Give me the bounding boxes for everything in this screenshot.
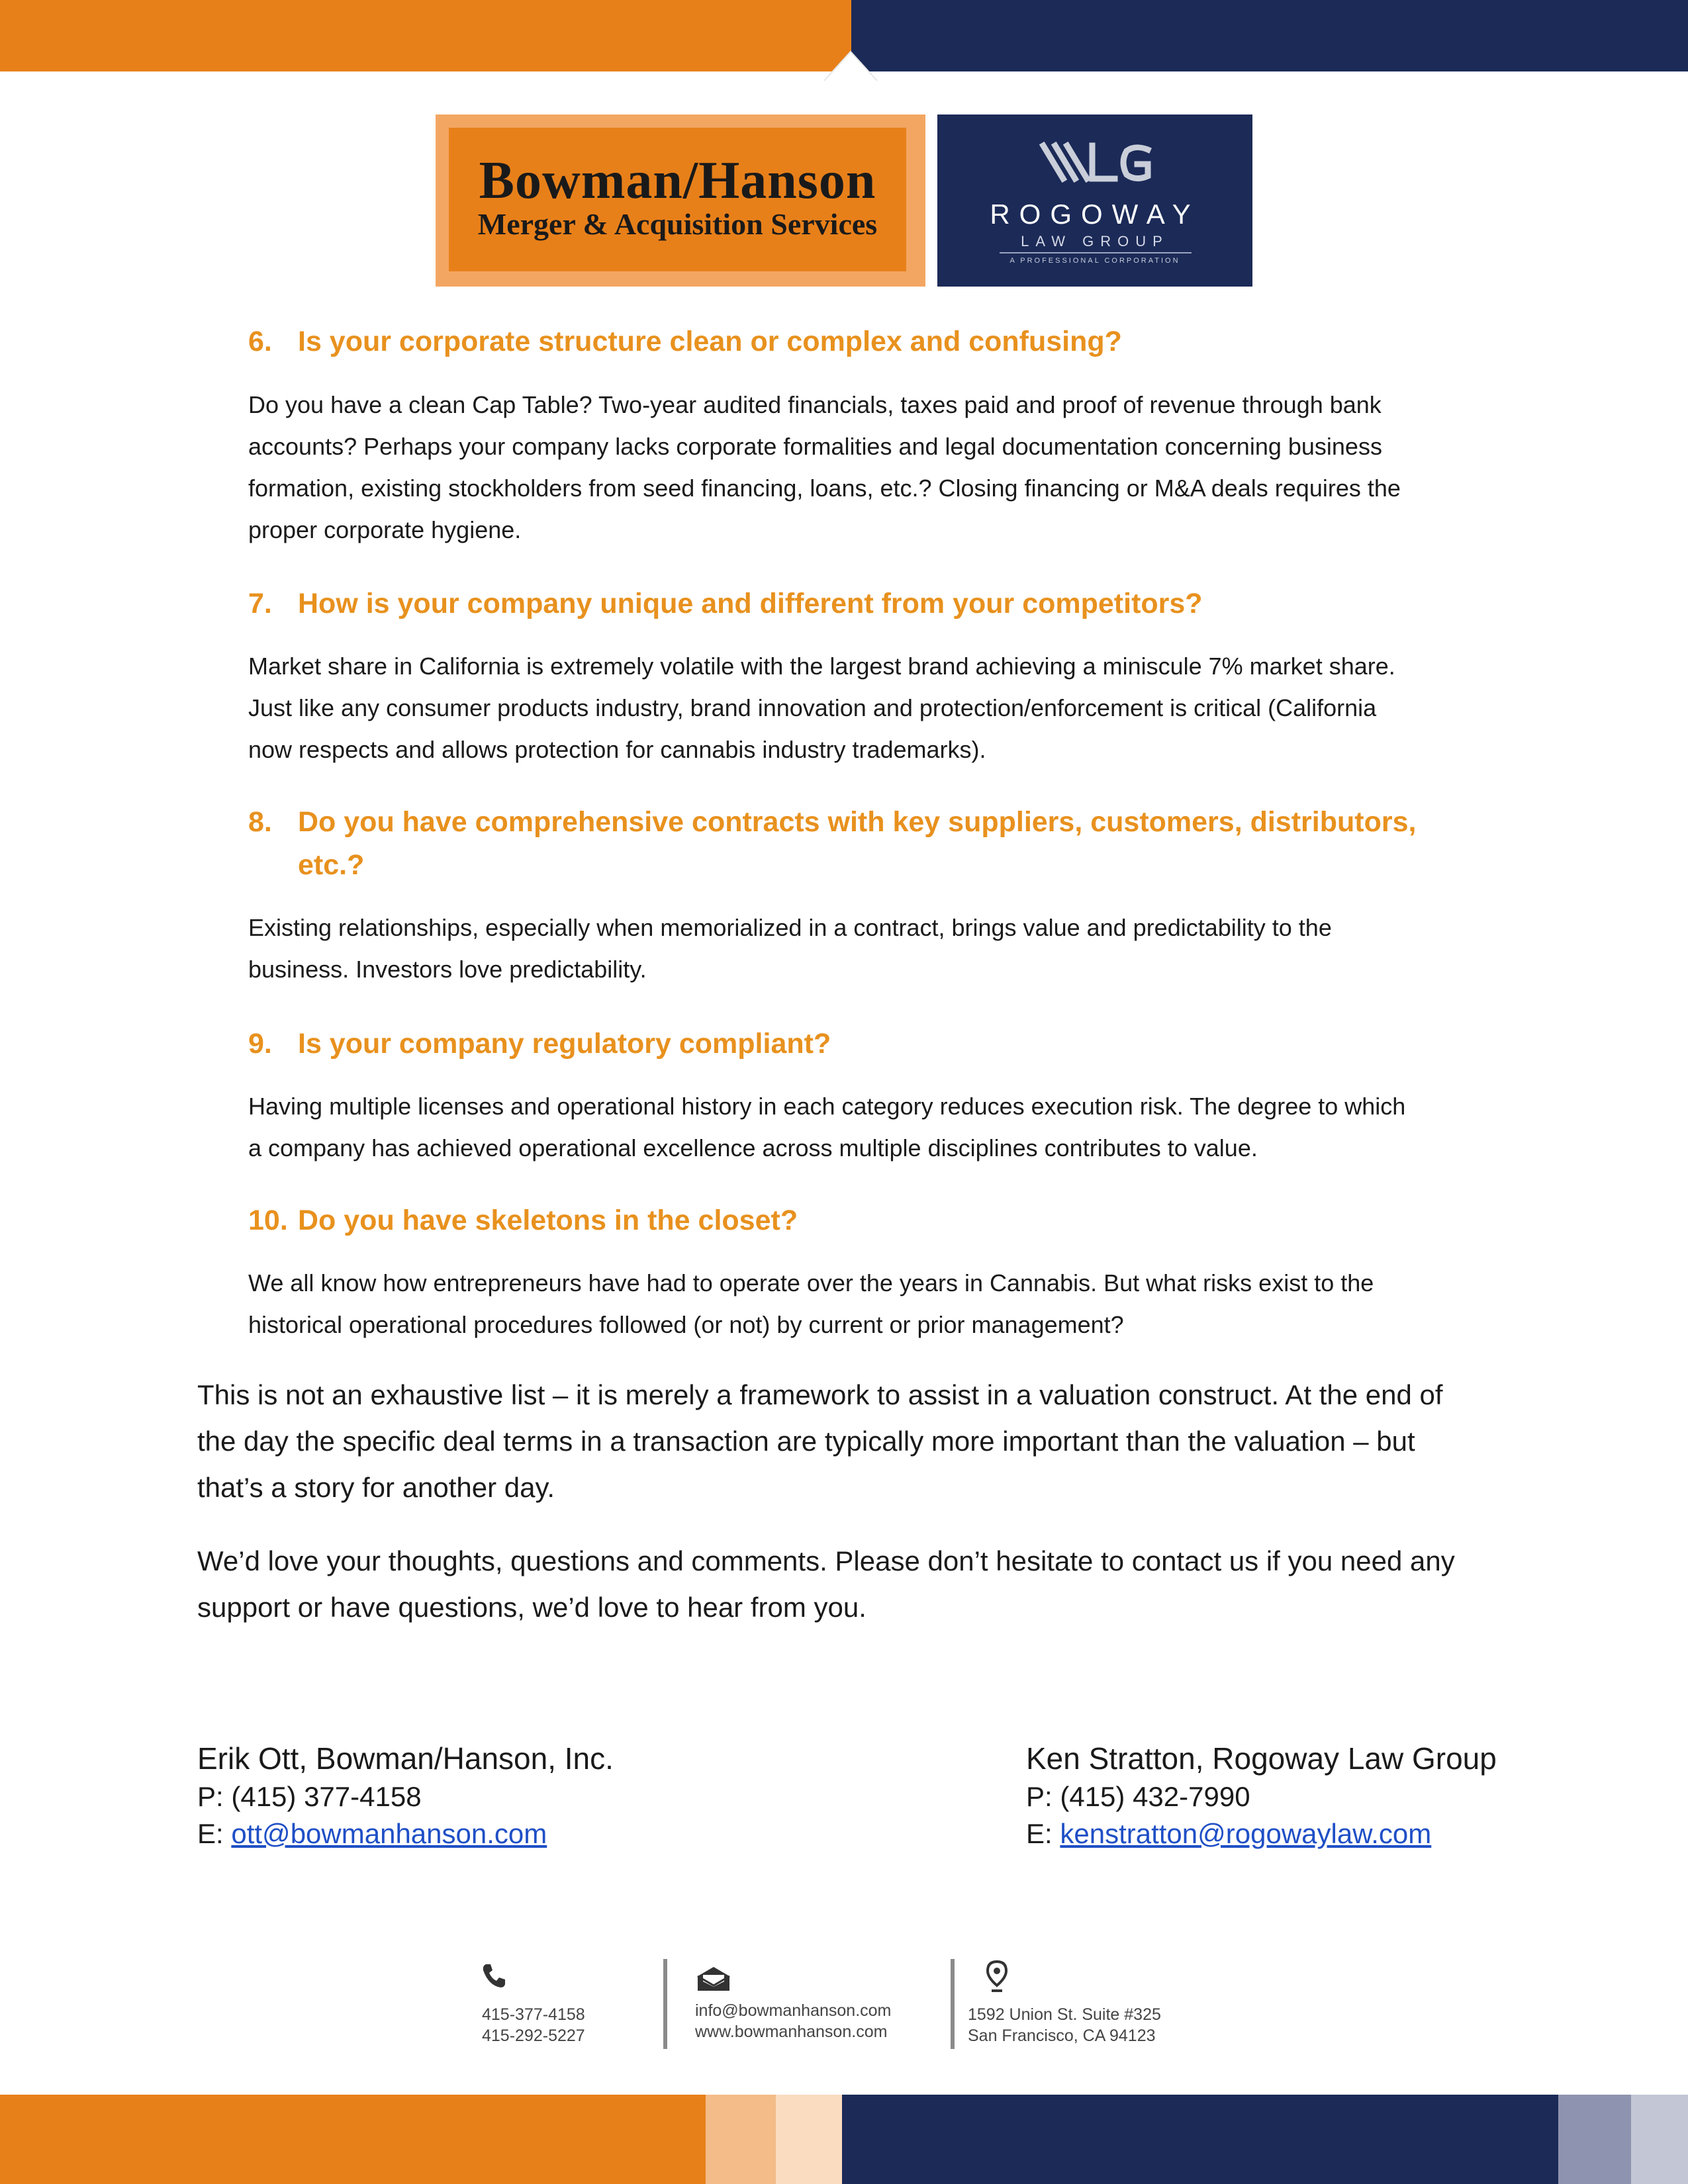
closing-paragraph-1 xyxy=(197,1372,1443,1511)
bottom-band-navy xyxy=(842,2095,1558,2184)
section-8-number: 8. xyxy=(248,806,272,838)
section-8-body-line: business. Investors love predictability. xyxy=(248,956,647,983)
closing-line: the day the specific deal terms in a transaction are typically more important than the valuation – but xyxy=(197,1426,1415,1457)
bottom-band-divider xyxy=(0,2091,1688,2095)
contact-ken-stratton xyxy=(1026,1739,1497,1852)
section-9-heading xyxy=(248,1023,831,1066)
section-8-title-cont: etc.? xyxy=(298,849,365,881)
rogoway-logo-name: ROGOWAY xyxy=(990,199,1200,230)
phone-icon xyxy=(481,1962,507,1989)
section-10-body-line: We all know how entrepreneurs have had to operate over the years in Cannabis. But what risks exist to the xyxy=(248,1269,1374,1297)
section-6-heading xyxy=(248,320,1122,363)
section-9-number: 9. xyxy=(248,1028,272,1060)
section-6-body-line: accounts? Perhaps your company lacks corporate formalities and legal documentation concerning business xyxy=(248,433,1382,460)
contact-name: Erik Ott, Bowman/Hanson, Inc. xyxy=(197,1741,614,1776)
email-link[interactable]: kenstratton@rogowaylaw.com xyxy=(1060,1818,1432,1849)
closing-line: that’s a story for another day. xyxy=(197,1472,555,1503)
section-7-number: 7. xyxy=(248,588,272,619)
section-10-heading xyxy=(248,1199,798,1242)
section-10-body xyxy=(248,1262,1374,1345)
section-6-body-line: proper corporate hygiene. xyxy=(248,516,522,543)
section-9-body xyxy=(248,1085,1405,1169)
top-banner-orange xyxy=(0,0,851,75)
rogoway-logo-rule xyxy=(1000,252,1192,253)
section-9-body-line: a company has achieved operational excellence across multiple disciplines contributes to value. xyxy=(248,1134,1258,1161)
section-7-heading xyxy=(248,582,1203,625)
section-7-body xyxy=(248,645,1395,770)
rogoway-logo-tagline: A PROFESSIONAL CORPORATION xyxy=(1009,257,1180,265)
envelope-icon xyxy=(695,1964,732,1993)
section-8-title: Do you have comprehensive contracts with key suppliers, customers, distributors, xyxy=(298,806,1417,838)
email-prefix: E: xyxy=(197,1818,232,1849)
email-prefix: E: xyxy=(1026,1818,1060,1849)
section-9-body-line: Having multiple licenses and operational history in each category reduces execution risk. The degree to which xyxy=(248,1093,1406,1120)
footer-address-line: San Francisco, CA 94123 xyxy=(968,2026,1156,2045)
section-10-body-line: historical operational procedures followed (or not) by current or prior management? xyxy=(248,1311,1124,1338)
section-6-body xyxy=(248,384,1401,551)
section-10-title: Do you have skeletons in the closet? xyxy=(298,1205,798,1236)
footer-address xyxy=(968,2004,1161,2046)
closing-line: We’d love your thoughts, questions and comments. Please don’t hesitate to contact us if you need any xyxy=(197,1545,1455,1576)
section-7-title: How is your company unique and different from your competitors? xyxy=(298,588,1203,619)
contact-email-row xyxy=(1026,1815,1497,1852)
bottom-band-orange xyxy=(0,2095,706,2184)
section-6-body-line: formation, existing stockholders from seed financing, loans, etc.? Closing financing or M&A deals requires the xyxy=(248,475,1401,502)
rogoway-logo-sub: LAW GROUP xyxy=(1021,233,1169,250)
footer-phone: 415-292-5227 xyxy=(482,2026,585,2045)
section-6-number: 6. xyxy=(248,326,272,357)
top-banner-navy xyxy=(851,0,1688,75)
bowman-hanson-logo-title: Bowman/Hanson xyxy=(479,152,876,210)
rlg-monogram-icon xyxy=(937,138,1252,191)
section-8-body-line: Existing relationships, especially when memorialized in a contract, brings value and predictability to the xyxy=(248,914,1332,941)
footer-email: info@bowmanhanson.com xyxy=(695,2001,892,2020)
section-6-body-line: Do you have a clean Cap Table? Two-year audited financials, taxes paid and proof of revenue through bank xyxy=(248,391,1382,418)
contact-erik-ott xyxy=(197,1739,614,1852)
closing-line: This is not an exhaustive list – it is merely a framework to assist in a valuation construct. At the end of xyxy=(197,1379,1443,1410)
section-7-body-line: Just like any consumer products industry, brand innovation and protection/enforcement is critical (California xyxy=(248,694,1377,721)
footer-divider xyxy=(951,1959,955,2049)
bottom-band-light-slate xyxy=(1631,2095,1688,2184)
section-7-body-line: Market share in California is extremely volatile with the largest brand achieving a miniscule 7% market share. xyxy=(248,653,1395,680)
footer-web xyxy=(695,2000,891,2042)
closing-line: support or have questions, we’d love to hear from you. xyxy=(197,1592,867,1623)
footer-website: www.bowmanhanson.com xyxy=(695,2023,888,2041)
bowman-hanson-logo-subtitle: Merger & Acquisition Services xyxy=(477,207,878,241)
footer-address-line: 1592 Union St. Suite #325 xyxy=(968,2005,1161,2024)
section-10-number: 10. xyxy=(248,1205,288,1236)
contact-email-row xyxy=(197,1815,614,1852)
section-7-body-line: now respects and allows protection for cannabis industry trademarks). xyxy=(248,736,986,763)
section-6-title: Is your corporate structure clean or complex and confusing? xyxy=(298,326,1122,357)
bottom-band-light-peach xyxy=(776,2095,842,2184)
footer-phone: 415-377-4158 xyxy=(482,2005,585,2024)
contact-phone: P: (415) 432-7990 xyxy=(1026,1781,1250,1812)
section-8-heading xyxy=(248,801,1416,887)
section-8-body xyxy=(248,907,1332,990)
contact-name: Ken Stratton, Rogoway Law Group xyxy=(1026,1741,1497,1776)
contact-phone: P: (415) 377-4158 xyxy=(197,1781,422,1812)
banner-notch xyxy=(794,40,907,126)
email-link[interactable]: ott@bowmanhanson.com xyxy=(231,1818,547,1849)
location-pin-icon xyxy=(985,1959,1009,1993)
closing-paragraph-2 xyxy=(197,1538,1455,1631)
footer-phones xyxy=(482,2004,585,2046)
bottom-band-peach xyxy=(706,2095,776,2184)
bottom-band-slate xyxy=(1558,2095,1631,2184)
footer-divider xyxy=(663,1959,667,2049)
section-9-title: Is your company regulatory compliant? xyxy=(298,1028,831,1060)
